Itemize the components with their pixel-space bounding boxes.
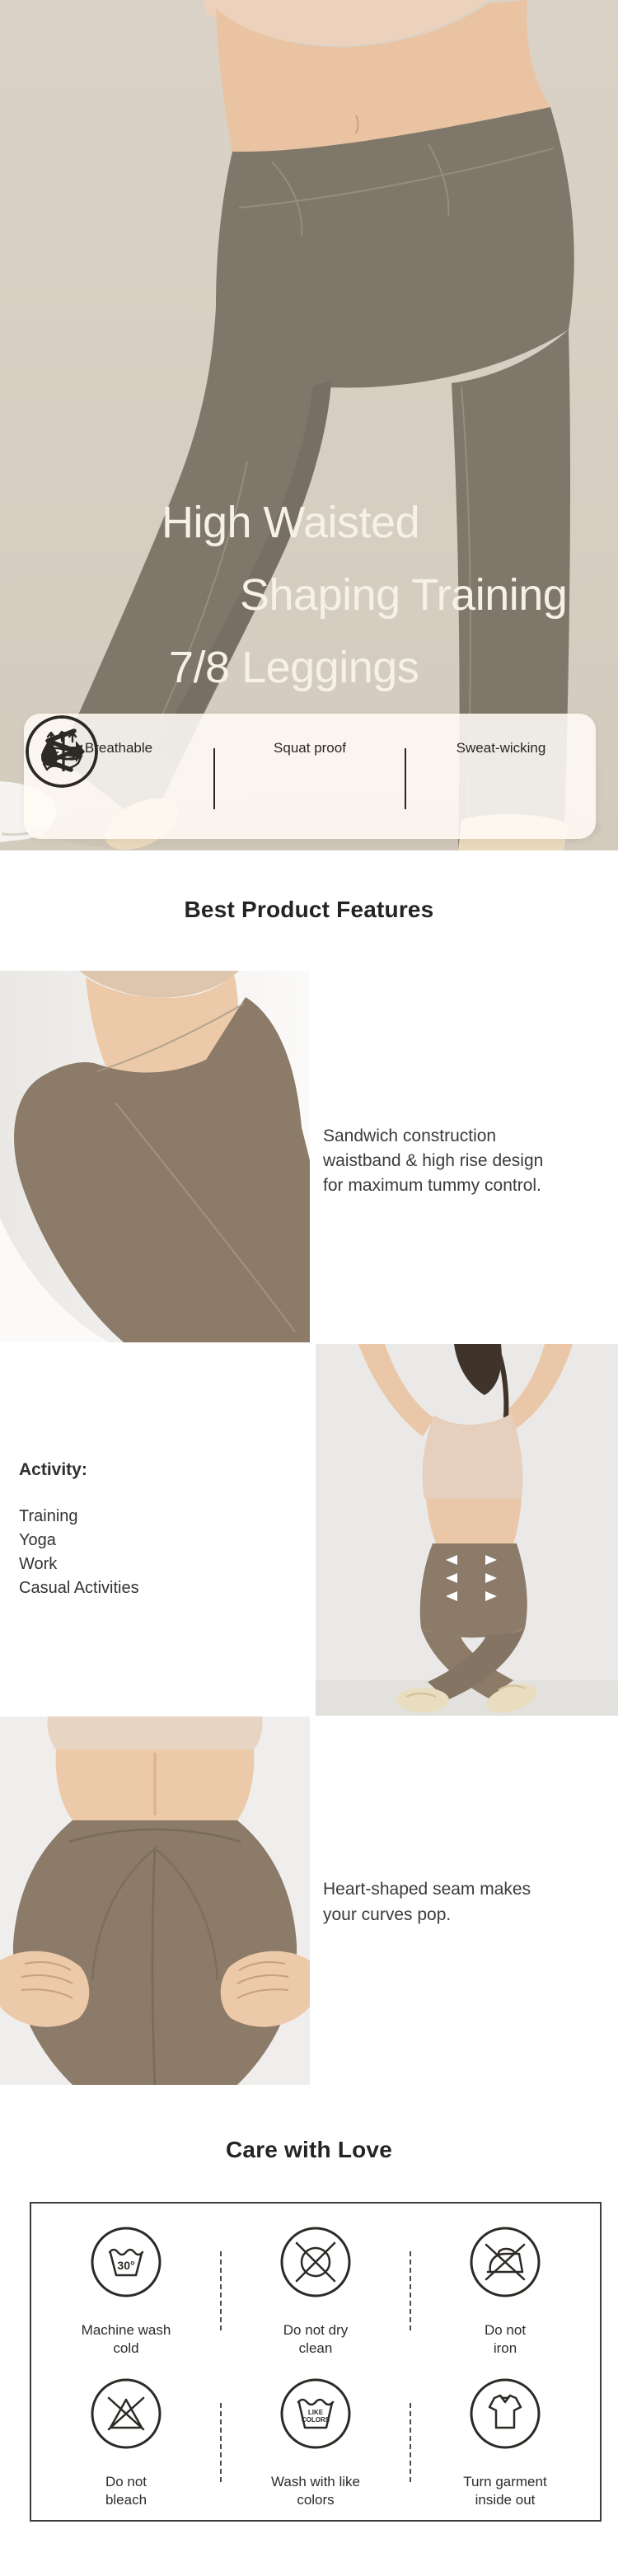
feature3-text — [323, 1876, 611, 1927]
divider — [213, 748, 215, 809]
activity-heading: Activity: — [19, 1460, 87, 1479]
hero-section — [0, 0, 618, 850]
care-label: Do not bleach — [105, 2474, 147, 2508]
activity-item: Yoga — [19, 1531, 56, 1549]
hero-title-line-1: High Waisted — [162, 498, 420, 547]
feature-label: Squat proof — [274, 740, 346, 756]
care-machine-wash-cold — [31, 2204, 221, 2362]
feature1-text — [323, 1124, 611, 1198]
feature1-line-3: for maximum tummy control. — [323, 1176, 541, 1195]
do-not-dry-clean-icon — [279, 2226, 352, 2302]
activity-item: Casual Activities — [19, 1579, 139, 1597]
svg-text:COLORS: COLORS — [301, 2416, 330, 2424]
divider — [405, 748, 406, 809]
product-photo-waistband — [0, 971, 310, 1342]
machine-wash-cold-icon — [90, 2226, 162, 2302]
care-instructions-panel — [30, 2202, 602, 2522]
care-label: Machine wash cold — [81, 2322, 171, 2356]
care-do-not-dry-clean — [221, 2204, 410, 2362]
care-wash-like-colors — [221, 2362, 410, 2520]
do-not-bleach-icon — [90, 2377, 162, 2454]
turn-inside-out-icon — [469, 2377, 541, 2454]
feature1-line-2: waistband & high rise design — [323, 1151, 544, 1170]
feature-squat-proof — [215, 714, 405, 756]
care-label: Turn garment inside out — [463, 2474, 547, 2508]
care-turn-inside-out — [410, 2362, 600, 2520]
feature-label: Sweat-wicking — [456, 740, 546, 756]
activity-item: Work — [19, 1555, 58, 1573]
care-label: Do not iron — [484, 2322, 527, 2356]
care-heading: Care with Love — [226, 2137, 392, 2162]
activity-block — [19, 1460, 307, 1600]
feature-sweat-wicking — [406, 714, 596, 756]
svg-text:LIKE: LIKE — [307, 2409, 324, 2416]
care-label: Do not dry clean — [283, 2322, 349, 2356]
feature-label: Breathable — [84, 740, 153, 756]
hero-title-line-3: 7/8 Leggings — [169, 643, 419, 692]
activity-item: Training — [19, 1507, 78, 1525]
features-bar — [24, 714, 596, 839]
hero-title-line-2: Shaping Training — [240, 570, 568, 620]
care-do-not-iron — [410, 2204, 600, 2362]
product-photo-model-standing — [316, 1344, 618, 1716]
svg-text:30°: 30° — [117, 2259, 135, 2272]
care-do-not-bleach — [31, 2362, 221, 2520]
care-label: Wash with like colors — [270, 2474, 360, 2508]
best-features-heading: Best Product Features — [184, 897, 434, 922]
do-not-iron-icon — [469, 2226, 541, 2302]
feature3-line-1: Heart-shaped seam makes — [323, 1880, 531, 1899]
feature3-line-2: your curves pop. — [323, 1905, 452, 1924]
product-photo-back-seam — [0, 1717, 310, 2085]
wash-like-colors-icon — [279, 2377, 352, 2454]
feature1-line-1: Sandwich construction — [323, 1126, 497, 1145]
